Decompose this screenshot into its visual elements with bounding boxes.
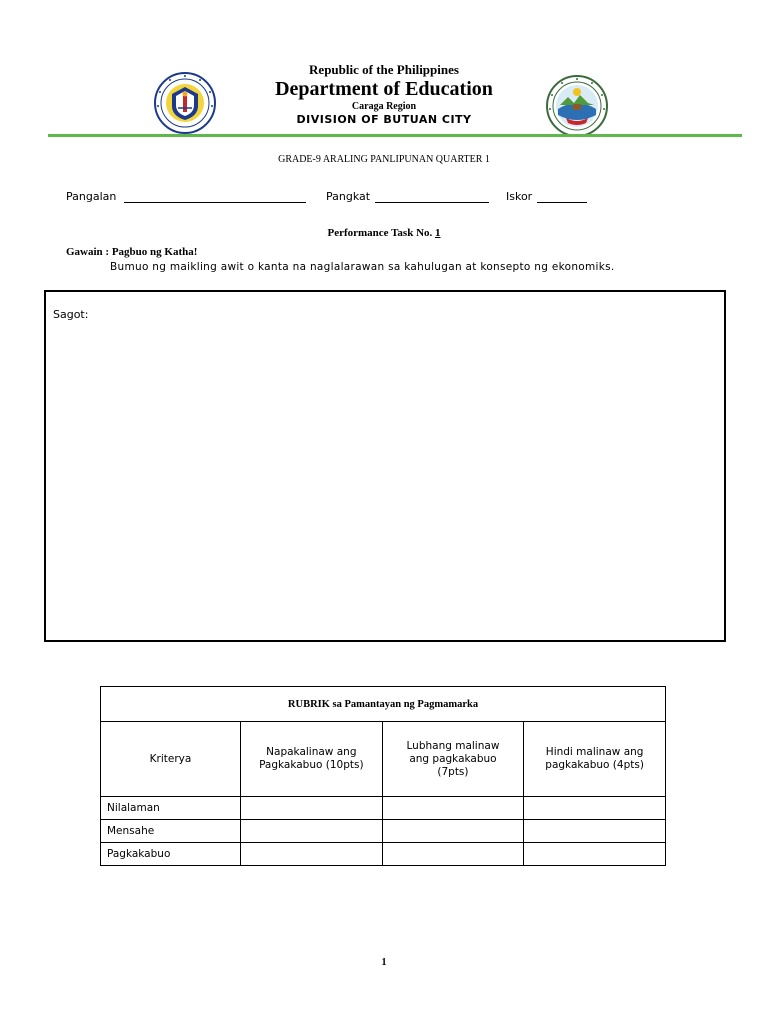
level-header-good: Lubhang malinaw ang pagkakabuo (7pts) [382, 722, 524, 797]
subject-title: GRADE-9 ARALING PANLIPUNAN QUARTER 1 [278, 154, 490, 165]
score-field[interactable] [537, 202, 587, 203]
name-label: Pangalan [66, 190, 117, 203]
criteria-row-label: Pagkakabuo [101, 843, 241, 866]
rubric-title: RUBRIK sa Pamantayan ng Pagmamarka [101, 687, 666, 722]
section-field[interactable] [375, 202, 489, 203]
score-cell[interactable] [524, 843, 666, 866]
score-cell[interactable] [241, 843, 383, 866]
name-field[interactable] [124, 202, 306, 203]
performance-task-number: 1 [435, 227, 441, 239]
butuan-city-seal-icon [546, 75, 608, 137]
performance-task-label: Performance Task No. [327, 227, 433, 239]
criteria-row-label: Nilalaman [101, 797, 241, 820]
criteria-header: Kriterya [101, 722, 241, 797]
table-row [101, 797, 666, 820]
criteria-row-label: Mensahe [101, 820, 241, 843]
score-cell[interactable] [241, 820, 383, 843]
level-header-poor: Hindi malinaw ang pagkakabuo (4pts) [524, 722, 666, 797]
score-cell[interactable] [382, 820, 524, 843]
table-row [101, 820, 666, 843]
answer-box[interactable] [44, 290, 726, 642]
answer-label: Sagot: [53, 308, 89, 321]
header-republic: Republic of the Philippines [309, 62, 459, 77]
score-label: Iskor [506, 190, 533, 203]
task-title: Gawain : Pagbuo ng Katha! [66, 246, 198, 258]
table-row [101, 843, 666, 866]
header-department: Department of Education [275, 78, 493, 100]
level-header-excellent: Napakalinaw ang Pagkakabuo (10pts) [241, 722, 383, 797]
score-cell[interactable] [382, 797, 524, 820]
deped-seal-icon [154, 72, 216, 134]
performance-task-title [0, 227, 768, 239]
student-info-row [66, 190, 706, 206]
page-number: 1 [381, 957, 387, 968]
score-cell[interactable] [382, 843, 524, 866]
section-label: Pangkat [326, 190, 371, 203]
header-region: Caraga Region [351, 101, 417, 112]
header-division: DIVISION OF BUTUAN CITY [296, 113, 472, 126]
score-cell[interactable] [524, 797, 666, 820]
rubric-table [100, 686, 666, 866]
header-divider [48, 134, 742, 137]
score-cell[interactable] [524, 820, 666, 843]
task-description: Bumuo ng maikling awit o kanta na naglalarawan sa kahulugan at konsepto ng ekonomiks. [110, 261, 615, 273]
score-cell[interactable] [241, 797, 383, 820]
